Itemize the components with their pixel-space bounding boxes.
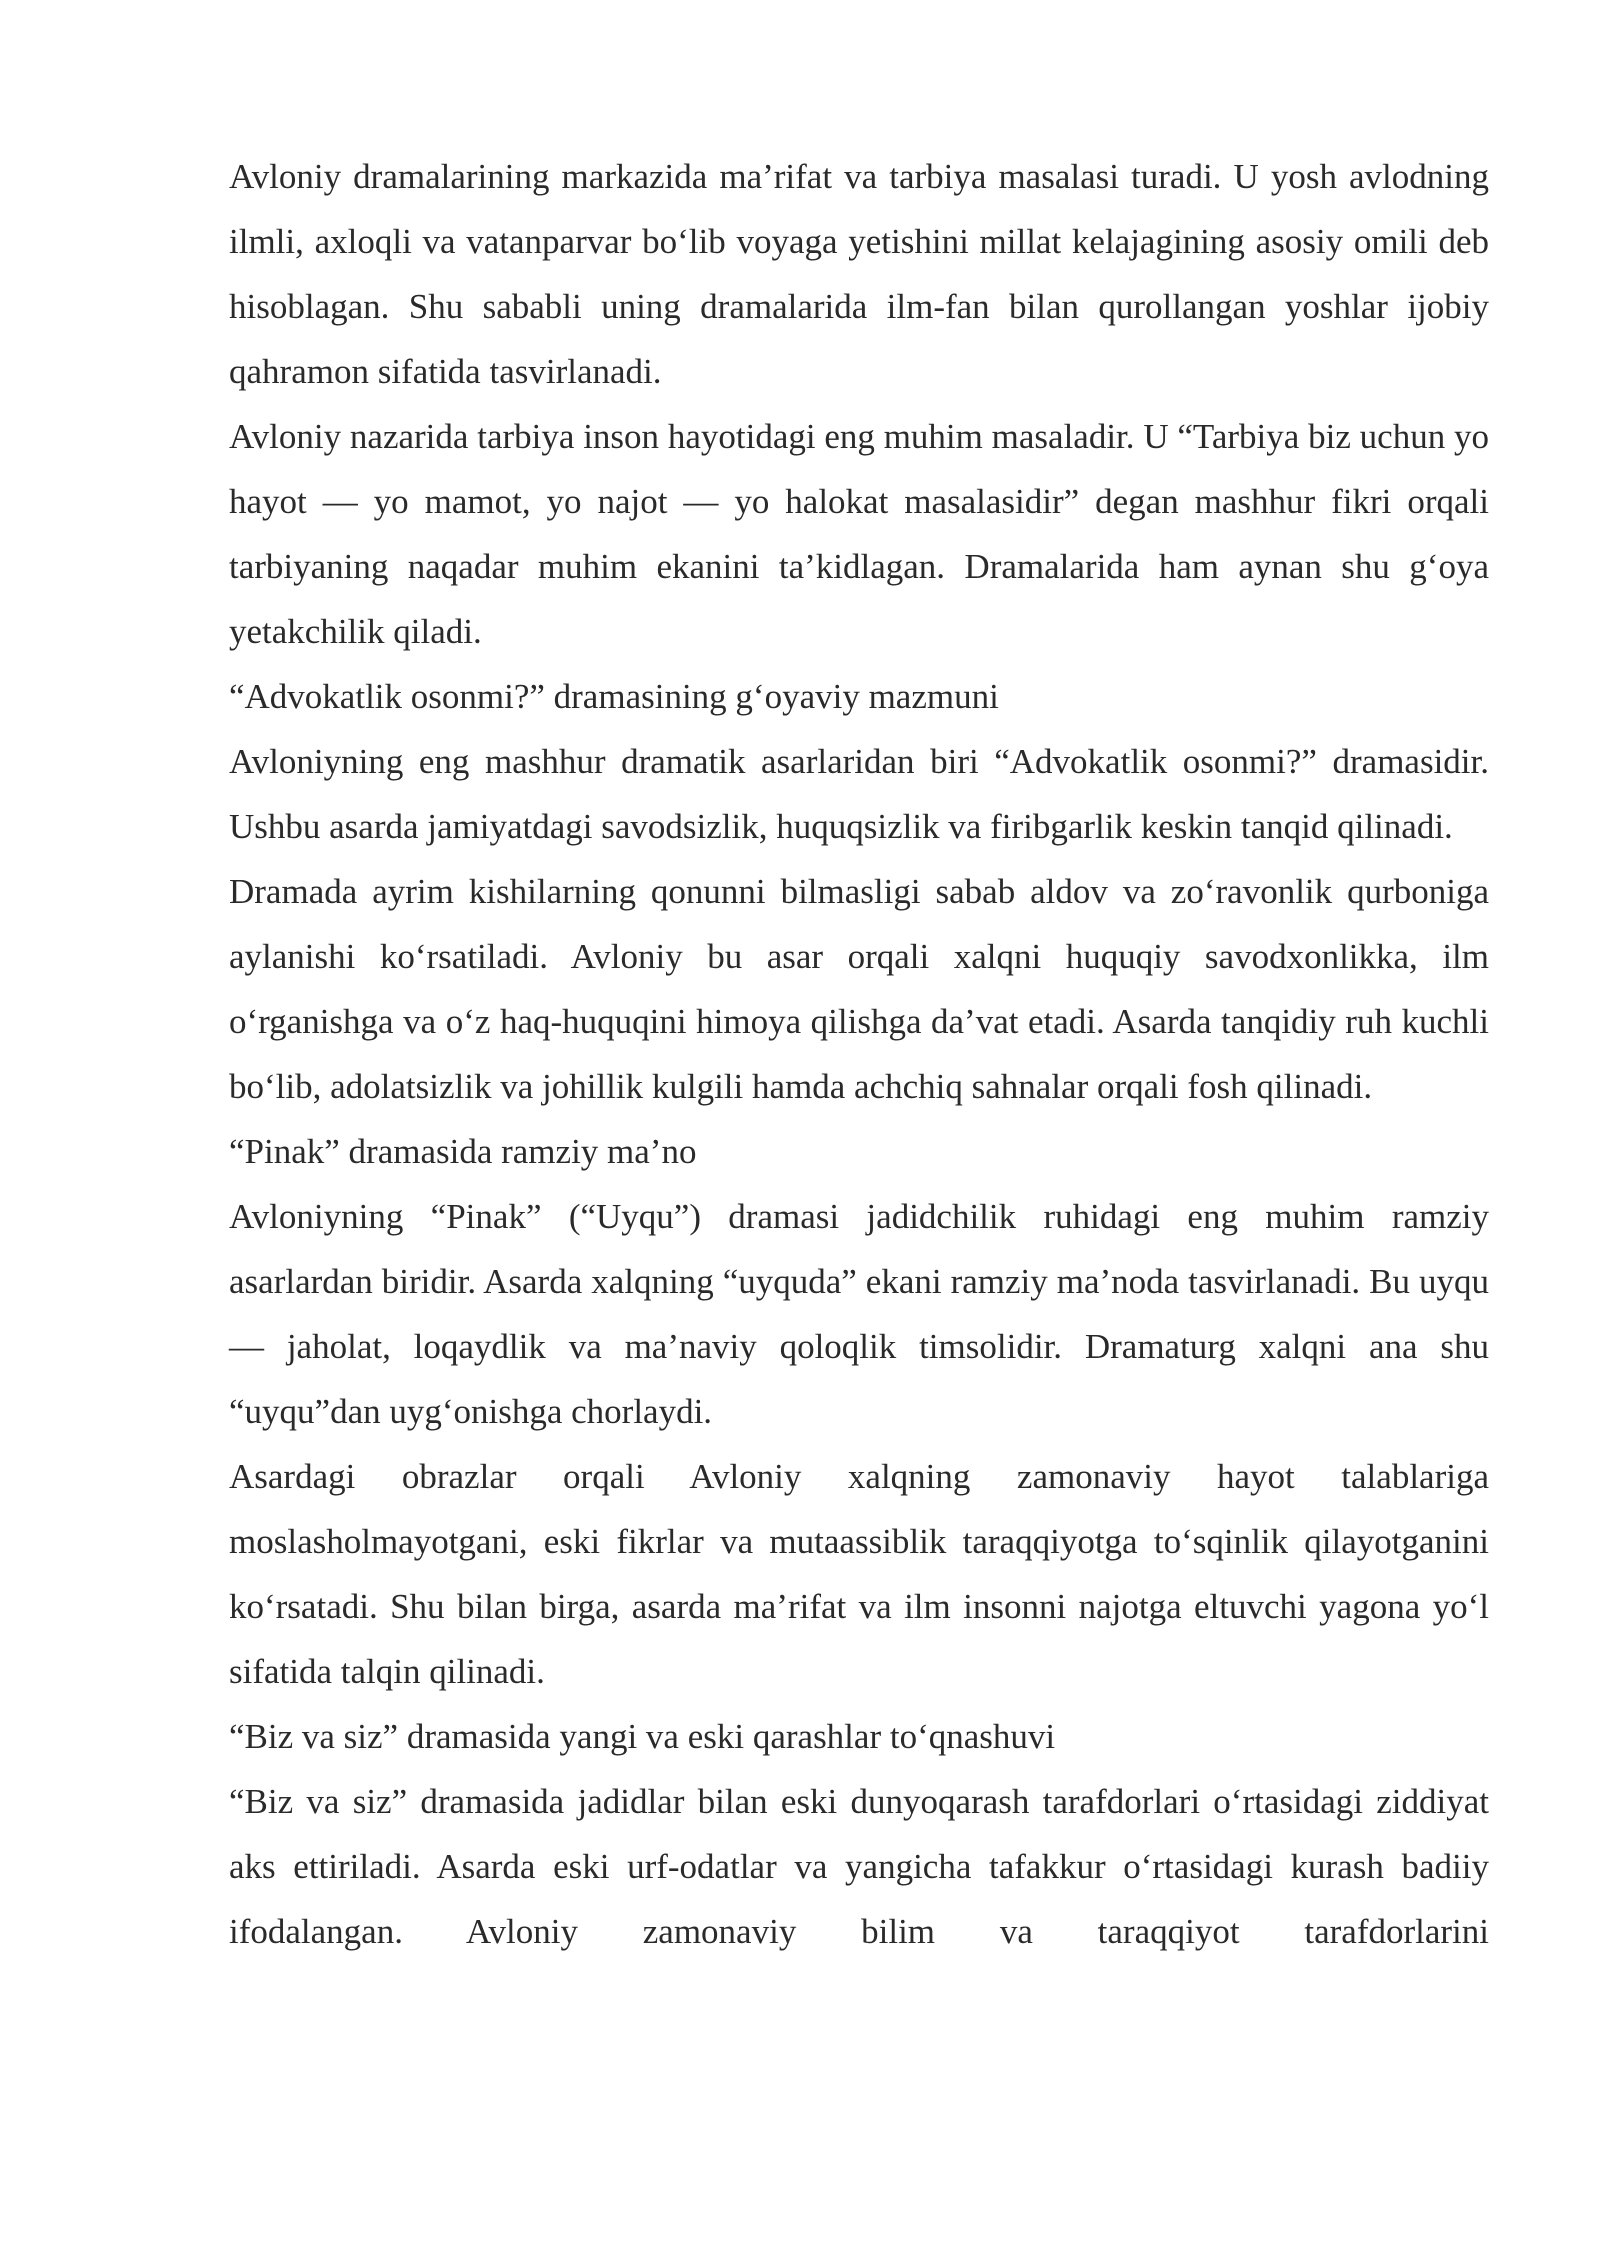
- paragraph-advokatlik-intro: Avloniyning eng mashhur dramatik asarlaridan biri “Advokatlik osonmi?” dramasidir. Ushbu asarda jamiyatdagi savodsizlik, huquqsizlik va firibgarlik keskin tanqid qilinadi.: [229, 742, 1489, 846]
- paragraph-biz-va-siz: “Biz va siz” dramasida jadidlar bilan eski dunyoqarash tarafdorlari o‘rtasidagi ziddiyat aks ettiriladi. Asarda eski urf-odatlar va yangicha tafakkur o‘rtasidagi kurash badiiy ifodalangan. Avloniy zamonaviy bilim va taraqqiyot tarafdorlarini: [229, 1782, 1489, 1951]
- paragraph-advokatlik-mazmun: Dramada ayrim kishilarning qonunni bilmasligi sabab aldov va zo‘ravonlik qurboniga aylanishi ko‘rsatiladi. Avloniy bu asar orqali xalqni huquqiy savodxonlikka, ilm o‘rganishga va o‘z haq-huquqini himoya qilishga da’vat etadi. Asarda tanqidiy ruh kuchli bo‘lib, adolatsizlik va johillik kulgili hamda achchiq sahnalar orqali fosh qilinadi.: [229, 872, 1489, 1106]
- paragraph-marifat-tarbiya: Avloniy dramalarining markazida ma’rifat va tarbiya masalasi turadi. U yosh avlodning ilmli, axloqli va vatanparvar bo‘lib voyaga yetishini millat kelajagining asosiy omili deb hisoblagan. Shu sababli uning dramalarida ilm-fan bilan qurollangan yoshlar ijobiy qahramon sifatida tasvirlanadi.: [229, 157, 1489, 391]
- section-heading-pinak: “Pinak” dramasida ramziy ma’no: [229, 1132, 697, 1171]
- paragraph-pinak-intro: Avloniyning “Pinak” (“Uyqu”) dramasi jadidchilik ruhidagi eng muhim ramziy asarlardan biridir. Asarda xalqning “uyquda” ekani ramziy ma’noda tasvirlanadi. Bu uyqu — jaholat, loqaydlik va ma’naviy qoloqlik timsolidir. Dramaturg xalqni ana shu “uyqu”dan uyg‘onishga chorlaydi.: [229, 1197, 1489, 1431]
- paragraph-tarbiya-fikri: Avloniy nazarida tarbiya inson hayotidagi eng muhim masaladir. U “Tarbiya biz uchun yo hayot — yo mamot, yo najot — yo halokat masalasidir” degan mashhur fikri orqali tarbiyaning naqadar muhim ekanini ta’kidlagan. Dramalarida ham aynan shu g‘oya yetakchilik qiladi.: [229, 417, 1489, 651]
- paragraph-pinak-obrazlar: Asardagi obrazlar orqali Avloniy xalqning zamonaviy hayot talablariga moslasholmayotgani, eski fikrlar va mutaassiblik taraqqiyotga to‘sqinlik qilayotganini ko‘rsatadi. Shu bilan birga, asarda ma’rifat va ilm insonni najotga eltuvchi yagona yo‘l sifatida talqin qilinadi.: [229, 1457, 1489, 1691]
- document-body: [229, 144, 1489, 1964]
- section-heading-biz-va-siz: “Biz va siz” dramasida yangi va eski qarashlar to‘qnashuvi: [229, 1717, 1056, 1756]
- section-heading-advokatlik: “Advokatlik osonmi?” dramasining g‘oyaviy mazmuni: [229, 677, 999, 716]
